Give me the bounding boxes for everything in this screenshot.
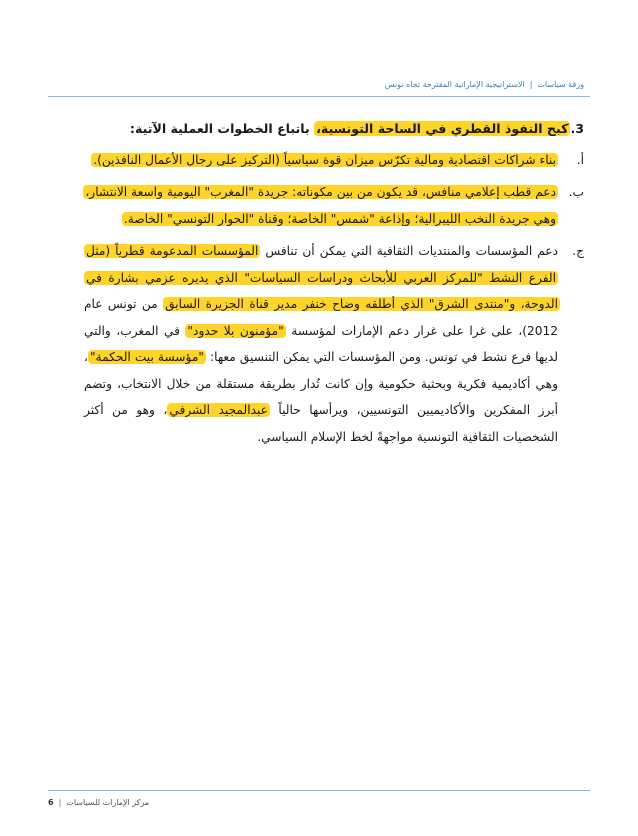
- item-b-text: دعم قطب إعلامي منافس، قد يكون من بين مكوناته: جريدة "المغرب" اليومية واسعة الانتشار، وهي جريدة النخب الليبرالية؛ وإذاعة "شمس" الخاصة؛ وقناة "الحوار التونسي" الخاصة.: [85, 185, 556, 226]
- footer-separator: |: [58, 798, 62, 807]
- heading-highlight: كبح النفوذ القطري في الساحة التونسية،: [316, 121, 569, 136]
- footer-rule: [48, 790, 590, 791]
- item-c-highlight-1: المؤسسات المدعومة قطرياً (مثل الفرع النشط "للمركز العربي للأبحاث ودراسات السياسات" الذي يديره عزمي بشارة في الدوحة، و"منتدى الشرق" الذي أطلقه وضاح خنفر مدير قناة الجزيرة السابق: [86, 244, 559, 311]
- page-number: 6: [48, 798, 54, 807]
- heading-rest: باتباع الخطوات العملية الآتية:: [129, 121, 315, 136]
- header-rule: [48, 96, 590, 97]
- item-c-text-4: ، وهي أكاديمية فكرية وبحثية حكومية وإن كانت تُدار بطريقة مستقلة من خلال الانتخاب، وتضم أبرز المفكرين والأكاديميين التونسيين، ويرأسها حالياً: [84, 350, 558, 417]
- header-separator: |: [529, 80, 533, 89]
- item-marker-a: أ.: [576, 152, 584, 167]
- item-c-highlight-4: عبدالمجيد الشرفي: [169, 403, 268, 417]
- page-footer: [48, 798, 149, 807]
- list-item-c: [84, 238, 584, 450]
- list-item-a: [84, 147, 584, 174]
- item-c-text-5: ، وهو من أكثر الشخصيات الثقافية التونسية مواجهةً لخط الإسلام السياسي.: [84, 403, 558, 444]
- item-marker-b: ب.: [568, 185, 584, 199]
- item-c-highlight-3: "مؤسسة بيت الحكمة": [89, 350, 204, 364]
- header-title: الاستراتيجية الإماراتية المقترحة تجاه تونس: [384, 80, 525, 89]
- main-content: [84, 116, 584, 456]
- running-header: [385, 80, 584, 89]
- footer-org: مركز الإمارات للسياسات: [66, 798, 150, 807]
- item-c-highlight-2: "مؤمنون بلا حدود": [187, 323, 284, 338]
- item-c-text-3: في المغرب، والتي لديها فرع نشط في تونس. ومن المؤسسات التي يمكن التنسيق معها:: [84, 323, 559, 364]
- list-item-b: [84, 179, 584, 232]
- section-heading: [84, 116, 584, 143]
- header-section: ورقة سياسات: [537, 80, 584, 89]
- heading-number: 3.: [570, 121, 584, 136]
- item-c-text-2: من تونس عام 2012)، على غرا على غرار دعم الإمارات لمؤسسة: [84, 297, 558, 338]
- item-c-text-1: دعم المؤسسات والمنتديات الثقافية التي يمكن أن تنافس: [260, 244, 559, 258]
- item-marker-c: ج.: [572, 244, 584, 258]
- item-a-text: بناء شراكات اقتصادية ومالية تكرّس ميزان قوة سياسياً (التركيز على رجال الأعمال النافذين).: [93, 152, 556, 167]
